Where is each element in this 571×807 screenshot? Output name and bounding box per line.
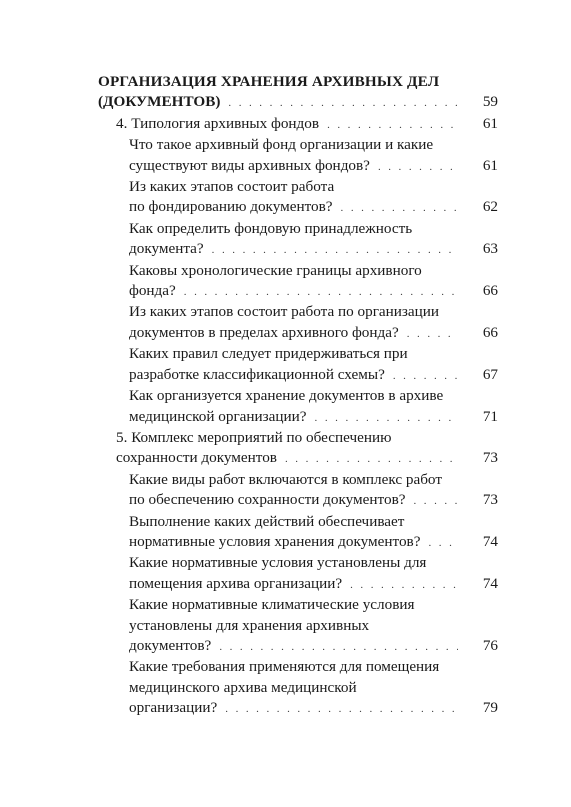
dot-leader	[350, 575, 458, 595]
toc-question-entry	[98, 386, 498, 428]
toc-page-number: 59	[482, 93, 498, 111]
dot-leader	[428, 533, 458, 553]
dot-leader	[225, 699, 458, 719]
toc-entry-text: Какие нормативные климатические условия	[129, 596, 415, 614]
toc-entry-last-line	[129, 574, 498, 595]
toc-question-entry	[98, 512, 498, 554]
dot-leader	[327, 115, 458, 135]
toc-entry-last-line	[116, 448, 498, 469]
toc-entry-text: фонда?	[129, 282, 176, 300]
dot-leader	[285, 449, 458, 469]
toc-entry-text: существуют виды архивных фондов?	[129, 156, 370, 174]
toc-entry-text: Каковы хронологические границы архивного	[129, 261, 422, 279]
toc-entry-text: Из каких этапов состоит работа	[129, 178, 335, 196]
toc-entry-last-line	[129, 323, 498, 344]
toc-entry-last-line	[129, 698, 498, 719]
toc-entry-text: медицинской организации?	[129, 407, 307, 425]
toc-entry-text: 4. Типология архивных фондов	[116, 114, 320, 132]
toc-section-heading	[98, 72, 498, 114]
toc-question-entry	[98, 219, 498, 261]
toc-chapter-entry	[98, 428, 498, 470]
toc-question-entry	[98, 470, 498, 512]
toc-entry-last-line	[129, 281, 498, 302]
toc-page-number: 66	[482, 323, 498, 341]
toc-entry-text: по обеспечению сохранности документов?	[129, 491, 406, 509]
toc-page-number: 73	[482, 449, 498, 467]
toc-entry-text: установлены для хранения архивных	[129, 616, 370, 634]
table-of-contents	[98, 72, 498, 720]
dot-leader	[212, 240, 458, 260]
toc-entry-text: 5. Комплекс мероприятий по обеспечению	[116, 428, 392, 446]
toc-entry-text: разработке классификационной схемы?	[129, 365, 385, 383]
toc-entry-text: по фондированию документов?	[129, 198, 333, 216]
toc-entry-last-line	[129, 636, 498, 657]
dot-leader	[378, 157, 458, 177]
toc-page-number: 62	[482, 198, 498, 216]
toc-page-number: 76	[482, 636, 498, 654]
toc-question-entry	[98, 135, 498, 177]
dot-leader	[184, 282, 458, 302]
toc-entry-text: Какие виды работ включаются в комплекс работ	[129, 470, 442, 488]
toc-entry-text: медицинского архива медицинской	[129, 678, 357, 696]
toc-question-entry	[98, 344, 498, 386]
toc-entry-last-line	[116, 114, 498, 135]
toc-entry-text: нормативные условия хранения документов?	[129, 532, 421, 550]
toc-entry-text: документов в пределах архивного фонда?	[129, 323, 399, 341]
toc-entry-last-line	[129, 532, 498, 553]
toc-entry-last-line	[129, 239, 498, 260]
dot-leader	[219, 637, 458, 657]
dot-leader	[407, 324, 458, 344]
toc-page-number: 61	[482, 114, 498, 132]
toc-question-entry	[98, 595, 498, 657]
toc-entry-text: ОРГАНИЗАЦИЯ ХРАНЕНИЯ АРХИВНЫХ ДЕЛ	[98, 73, 440, 90]
toc-entry-text: Какие требования применяются для помещения	[129, 658, 440, 676]
toc-entry-text: Из каких этапов состоит работа по организации	[129, 303, 440, 321]
toc-page-number: 63	[482, 240, 498, 258]
toc-page-number: 71	[482, 407, 498, 425]
toc-entry-text: Каких правил следует придерживаться при	[129, 345, 408, 363]
dot-leader	[413, 491, 458, 511]
toc-entry-text: (ДОКУМЕНТОВ)	[98, 93, 221, 111]
toc-entry-last-line	[129, 365, 498, 386]
toc-question-entry	[98, 657, 498, 719]
dot-leader	[228, 93, 458, 113]
toc-entry-text: документа?	[129, 240, 204, 258]
toc-entry-text: Как организуется хранение документов в архиве	[129, 387, 444, 405]
dot-leader	[393, 366, 458, 386]
toc-page-number: 67	[482, 365, 498, 383]
toc-entry-text: документов?	[129, 636, 212, 654]
toc-chapter-entry	[98, 114, 498, 135]
toc-entry-text: сохранности документов	[116, 449, 277, 467]
toc-entry-text: Как определить фондовую принадлежность	[129, 219, 413, 237]
toc-entry-last-line	[98, 92, 498, 113]
toc-page-number: 79	[482, 699, 498, 717]
toc-entry-text: организации?	[129, 699, 218, 717]
toc-page-number: 74	[482, 574, 498, 592]
toc-question-entry	[98, 553, 498, 595]
dot-leader	[315, 408, 458, 428]
toc-question-entry	[98, 261, 498, 303]
toc-entry-text: Какие нормативные условия установлены для	[129, 554, 427, 572]
toc-page-number: 66	[482, 282, 498, 300]
toc-entry-text: Что такое архивный фонд организации и какие	[129, 136, 434, 154]
toc-entry-last-line	[129, 490, 498, 511]
toc-question-entry	[98, 302, 498, 344]
toc-question-entry	[98, 177, 498, 219]
toc-page-number: 73	[482, 491, 498, 509]
toc-entry-last-line	[129, 156, 498, 177]
toc-entry-last-line	[129, 197, 498, 218]
toc-page-number: 61	[482, 156, 498, 174]
toc-entry-text: Выполнение каких действий обеспечивает	[129, 512, 405, 530]
toc-page-number: 74	[482, 532, 498, 550]
dot-leader	[341, 198, 458, 218]
toc-entry-text: помещения архива организации?	[129, 574, 343, 592]
toc-entry-last-line	[129, 407, 498, 428]
